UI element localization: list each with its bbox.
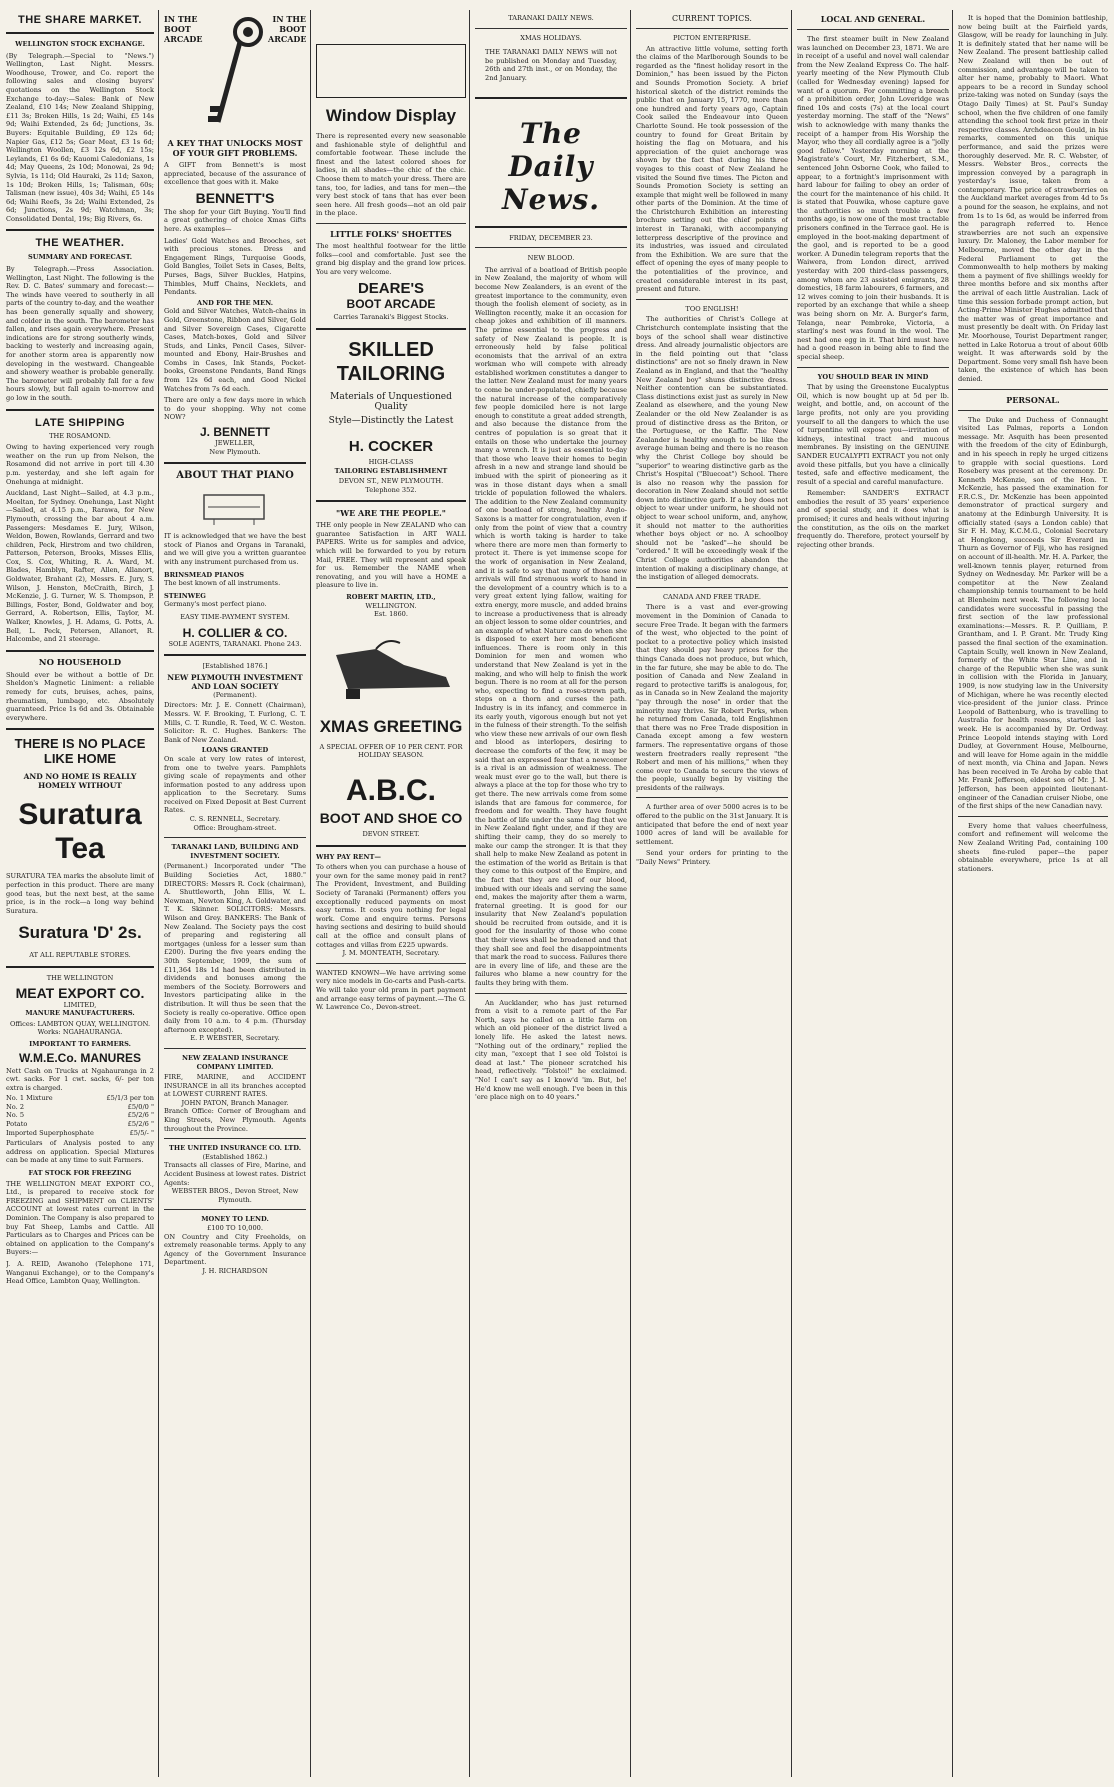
local-general-body: The first steamer built in New Zealand was launched on December 23, 1871. We are in receipt of a useful and novel wall calendar from the New Zealand Express Co. The half-yearly meeting of the New Plymouth Club (called for Wednesday evening) lapsed for want of a quorum. For committing a breach of a prohibition order, John Loveridge was fined 10s and costs (7s) at the local court yesterday morning. The staff of the "News" wish to acknowledge with many thanks the receipt of a hamper from His Worship the Mayor, who they all cordially agree is a "jolly good fellow." Yesterday morning at the Magistrate's Court, Mr. Fitzherbert, S.M., sentenced John Osborne Cook, who failed to appear, to a fortnight's imprisonment with hard labour for failing to obey an order of the court for the maintenance of his child. It is stated that Pouwika, whose capture gave the authorities so much trouble a few months ago, is now one of the most tractable prisoners confined in the Terrace gaol. He is employed in the boot-making department of the gaol, and is reported to be a good worker. A Dunedin telegram reports that the Waiwera, from London direct, arrived yesterday with 200 third-class passengers, among whom are 23 assisted emigrants, 28 domestics, 18 farm labourers, 6 farmers, and 12 wives coming to join their husbands. It is reported by an exchange that while a sheep was being shorn on Mr. A. Burger's farm, Telanga, near Pembroke, Victoria, a starling's nest was found in the wool. The nest had one egg in it. That bird must have had a good reason in being able to find the special sheep. (797, 35, 949, 361)
piano-illustration (164, 485, 306, 525)
holidays-heading: XMAS HOLIDAYS. (520, 33, 582, 42)
column-2 (164, 10, 306, 1777)
too-english-heading: TOO ENGLISH! (685, 304, 739, 313)
share-market-report: (By Telegraph.—Special to "News.") Wellington, Last Night. Messrs. Woodhouse, Trower, and Co. report the following sales and closing buyers' quotations on the Wellington Stock Exchange to-day:—Sales: Bank of New Zealand, £10 14s; New Zealand Shipping, £11 3s; Broken Hills, 1s 2d; Waihi, £5 14s 9d; Waihi Extended, 2s 6d; Junctions, 3s. Buyers: Equitable Building, £9 12s 6d; Napier Gas, £12 5s; Gear Meat, £3 1s 6d; Wellington Woollen, £3 12s 6d, £2 15s; Leylands, £1 6s 6d; Kauomi Caledonians, 1s 4d; May Queens, 2s 10d; Monowai, 2s 9d; Sylvia, 1s 11d; Old Hauraki, 2s 11d; Saxon, 1s 10d; Broken Hills, 1s; Talisman, 60s; Talisman (new issue), 40s 3d; Waihi, £5 14s 6d; Waihi Reefs, 3s 2d; Waihi Extended, 2s 6d; Junctions, 2s 9d; Watchman, 3s; Consolidated Dental, 19s; Big Rivers, 6s. (6, 51, 154, 223)
canada-heading: CANADA AND FREE TRADE. (663, 592, 761, 601)
manure-price-row (6, 1129, 154, 1138)
piano-ad-heading: ABOUT THAT PIANO (176, 470, 294, 482)
united-body: Transacts all classes of Fire, Marine, and Accident Business at lowest rates. District Agents: (164, 1161, 306, 1187)
people-heading: "WE ARE THE PEOPLE." (336, 508, 446, 519)
established-1876: [Established 1876.] (202, 662, 268, 671)
cocker-heading: H. COCKER (348, 437, 434, 455)
current-topics-heading: CURRENT TOPICS. (672, 14, 752, 23)
manure-price-row (6, 1111, 154, 1120)
shipping-passengers: Auckland, Last Night—Sailed, at 4.3 p.m., Moeltan, for Sydney. Onehunga, Last Night—Sailed, at 4.15 p.m., Rarawa, for New Plymouth, crossing the bar about 4 a.m. Passengers: Mesdames E. Jury, Wilson, Weldon, Bowen, Rowlands, Gerrard and two children, Peck, Hirstrom and two children, Patterson, Peterson, Brooks, Misses Ellis, Cox, S. Cox, Whiting, R. A. Ward, M. Blades, Hamblyn, Rafter, Allen, Allanort, Goldwater, Brahant (2), Messrs. E. Jury, S. Wilson, J. Henston, McCraith, Birch, J. McKenzie, J. G. Turner, W. S. Thompson, P. Billings, Foster, Bond, Goldwater and boy, Gerrard, A. Robertson, Ellis, Taylor, M. Walker, Knowles, J. H. Adams, G. Potts, A. Bell, L. Peck, Petersen, Allanort, R. Halcombe, and 21 steerage. (6, 489, 154, 644)
weather-heading: THE WEATHER. (35, 237, 125, 250)
column-rule (952, 10, 953, 1777)
manure-price-row (6, 1094, 154, 1103)
people-body: THE only people in New ZEALAND who can guarantee Satisfaction in ART WALL PAPERS. Write us for samples and advice, which will be forwarded to you by return Mail, FREE. They will represent and speak for us. Remember the NAME when renovating, and you will have a HOME a pleasure to live in. (316, 521, 466, 590)
column-rule (469, 10, 470, 1777)
editorial-body: The arrival of a boatload of British people in New Zealand, the majority of whom will become New Zealanders, is an event of the greatest importance to the community, even though the foolish element of society, as in Wellington recently, make it an occasion for cheap jokes and exhibition of ill manners. The prime essential to the progress and safety of New Zealand is people. It is erroneously held by false political economists that the arrival of an extra workman who will compete with already established workmen constitutes a danger to the latter. New Zealand must for many years to come be under-populated, chiefly because the natural increase of the comparatively few people domiciled here is not large enough to constitute a great added strength, and also because the distance from the centres of population is so great that it entails on those who undertake the journey many a wrench. It is just as essential to-day that those who leave their homes to begin afresh in a new and strange land should be imbued with the spirit of pioneering as it was in those distant days when a small trickle of population followed the whalers. The addition to the New Zealand community of one boatload of strong, healthy Anglo-Saxons is a matter for congratulation, even if only from the point of view that a country which is worth taking is harder to take where there are more men than formerly to protect it. There is yet immense scope for the work of organisation in New Zealand, and it is safe to say that many of those new arrivals will find strenuous work to hand in the development of a country which is to a very great extent lying fallow, waiting for extra energy, more muscle, and added brains to increase a productiveness that is already an object lesson to some older countries, and an example of what Nature can do when she is disposed to exert her most beneficent influences. There is room only in this Dominion for men and women who understand that New Zealand is yet in the making, and who will help to finish the work begun. There is no room at all for the person who, expecting to find a rose-strewn path, steps on a thorn and curses the path. Industry is in its infancy, and commerce in its early youth, vigorous enough but not yet in the fulness of their strength. To the selfish who view these new arrivals of our own flesh and blood as interlopers, desiring to decrease the comforts of the few, it may be said that an expressed fear that a newcomer is a rival is an admission of weakness. The weak must ever go to the wall, but there is always a place at the top for those who try to get there. The new arrivals come from some islands that are famous for commerce, for freedom and for wealth. They have fought the battle of life under the same flag that we in New Zealand fight under, and if they are shifting their camp, they do so merely to make our camp the stronger. It is that they shall help to make New Zealand as potent in the estimation of the world as Britain is that they come to this outpost of the Empire, and the fact that they are all of our blood, imbued with our ideals and serving the same end, makes the majority after them a warm, fraternal greeting. It is good for our insularity that New Zealand's population should be recruited from outside, and it is good for the insularity of those who come that their views shall be broadened and that they shall see and feel the disappointments that mark the road to success. Failures there are in every line of life, and these are the failures who blame a new country for the faults they bring with them. (475, 265, 627, 988)
personal-body: The Duke and Duchess of Connaught visited Las Palmas, reports a London message. Mr. Asquith has been presented with the freedom of the city of Edinburgh, and in his speech in reply he urged citizens to grapple with social questions. Lord Rosebery was present at the ceremony. Dr. Kenneth McKenzie, son of the Hon. T. McKenzie, has passed the examination for F.R.C.S., Dr. McKenzie has been appointed demonstrator of practical surgery and anatomy at the Edinburgh University. It is officially stated (says a London cable) that Sir F. H. May, K.C.M.G., Colonial Secretary at Hongkong, succeeds Sir Everard im Thurn as Governor of Fiji, who has resigned on account of ill-health. Mr. H. A. Parker, the well-known tennis player, returned from Sydney on Wednesday. Mr. Parker will be a competitor at the New Zealand championship tennis tournament to be held at Blenheim next week. The following local candidates were successful in passing the first section of the law professional examinations:—Messrs. R. P. Quilliam, P. Grantham, and I. P. Grant. Mr. Trudy King passed the final section of the examination. Captain Scully, well known in New Zealand, formerly of the White Star Line, and in charge of the Republic when she was sunk in collision with the Florida in January, 1909, is now studying law in the University of Michigan, where he was recently elected vice-president of the junior class. Prince Leopold of Battenburg, who is travelling to Australia for health reasons, started last week. He is accompanied by Dr. Ordway. Prince Leopold intends staying with Lord Dudley, at Government House, Melbourne, and will leave for Home again in the middle of next month, via China and Japan. News has been received in Te Aroha by cable that Mr. Frank Jefferson, eldest son of Mr. J. M. Jefferson, has been appointed lieutenant-engineer of the Canadian cruiser Niobe, one of the first ships of the new Canadian navy. (958, 415, 1108, 811)
local-general-heading: LOCAL AND GENERAL. (820, 14, 926, 24)
boot-arcade-box (316, 44, 466, 98)
money-body: ON Country and City Freeholds, on extremely reasonable terms. Apply to any Agency of the Government Insurance Department. (164, 1232, 306, 1267)
paton-office: Branch Office: Corner of Brougham and King Streets, New Plymouth. Agents throughout the Province. (164, 1107, 306, 1133)
bennetts-men: Gold and Silver Watches, Watch-chains in Gold, Greenstone, Ribbon and Silver, Gold and Silver Sovereign Cases, Cigarette Cases, Match-boxes, Gold and Silver Studs, and Links, Pencil Cases, Silver-mounted and Ebony, Hair-Brushes and Combs in Cases, Ink Stands, Pocket-books, Greenstone Pendants, Band Rings from 12s 6d each, and Good Nickel Watches from 7s 6d each. (164, 307, 306, 393)
boot-arcade-right: IN THE BOOT ARCADE (268, 14, 306, 44)
column-rule (630, 10, 631, 1777)
money-heading: MONEY TO LEND. (201, 1215, 269, 1224)
key-illustration (206, 14, 264, 134)
united-heading: THE UNITED INSURANCE CO. LTD. (168, 1144, 302, 1153)
meat-export-limited: LIMITED, (63, 1000, 97, 1009)
collier-body: SOLE AGENTS, TARANAKI. Phone 243. (168, 639, 302, 648)
npil-permanent: (Permanent). (213, 690, 257, 699)
bennetts-intro: The shop for your Gift Buying. You'll find a great gathering of choice Xmas Gifts here. As examples— (164, 207, 306, 233)
column-5 (636, 10, 788, 1777)
home-ad-subheading: AND NO HOME IS REALLY HOMELY WITHOUT (23, 772, 137, 791)
abc-boot-shoe: BOOT AND SHOE CO (319, 810, 463, 826)
boot-arcade-left: IN THE BOOT ARCADE (164, 14, 203, 44)
column-rule (158, 10, 159, 1777)
manure-product: No. 1 Mixture (6, 1094, 53, 1103)
xmas-greeting-offer: A SPECIAL OFFER OF 10 PER CENT. FOR HOLIDAY SEASON. (319, 742, 463, 760)
cocker-address: DEVON ST., NEW PLYMOUTH. (338, 477, 444, 486)
share-market-heading: THE SHARE MARKET. (17, 14, 142, 26)
masthead: The Daily News. (501, 116, 601, 216)
abc-address: DEVON STREET. (362, 830, 420, 838)
paton-signature: JOHN PATON, Branch Manager. (181, 1098, 289, 1107)
column-4 (475, 10, 627, 1777)
richardson-signature: J. H. RICHARDSON (202, 1266, 268, 1275)
collier-heading: H. COLLIER & CO. (182, 625, 288, 640)
window-display-body: There is represented every new seasonable and fashionable style of delightful and comfortable footwear. These include the finest and the latest colored shoes for ladies, in all shades—the chic of the chic. Choose them to match your dress. There are tans, too, for ladies, and tans for men—the very best stock of tans that has ever been seen here. All fresh goods—not an old pair in the place. (316, 132, 466, 218)
picton-body: An attractive little volume, setting forth the claims of the Marlborough Sounds to be regarded as the "finest holiday resort in the Dominion," has been issued by the Picton and Sounds Promotion Society. A brief historical sketch of the district reminds the public that on January 15, 1770, more than one hundred and forty years ago, Captain Cook sailed the Endeavour into Queen Charlotte Sound. He took possession of the country to found for Great Britain by hoisting the flag on Motuara, and his appreciation of the quiet anchorage was shown by the fact that during his three voyages to this coast of New Zealand he visited the Sound five times. The Picton and Sounds Promotion Society is setting an example that might well be followed in many other parts of the Dominion. At the time of the Christchurch Exhibition an interesting brochure setting out the chief points of interest in Taranaki, with accompanying letterpress descriptive of the province and its industries, was issued and circulated from the Exhibition. We are sure that the effect of opening the eyes of many people to the potentialities of the province, and created considerable interest in its past, present and future. (636, 44, 788, 294)
steinweg-heading: STEINWEG (164, 591, 206, 600)
weather-subheading: SUMMARY AND FORECAST. (27, 253, 133, 262)
picton-heading: PICTON ENTERPRISE. (673, 34, 751, 42)
jbennett-town: New Plymouth. (209, 447, 261, 456)
nzi-body: FIRE, MARINE, and ACCIDENT INSURANCE in all its branches accepted at LOWEST CURRENT RATES. (164, 1073, 306, 1099)
shipping-subheading: THE ROSAMOND. (49, 431, 111, 440)
manure-price-row (6, 1103, 154, 1112)
monteath-signature: J. M. MONTEATH, Secretary. (342, 949, 440, 958)
brinsmead-body: The best known of all instruments. (164, 579, 281, 588)
manure-product: No. 2 (6, 1102, 25, 1111)
eucalyptus-ad-body: That by using the Greenstone Eucalyptus Oil, which is now bought up at 5d per lb. weight, and bottle, and, on account of the large profits, not only are you providing yourself to all the dangers to which the use of turpentine will expose you—irritation of kidneys, intestinal tract and mucous membranes. By insisting on the GENUINE SANDER EUCALYPTI EXTRACT you not only avoid these pitfalls, but you have a clinically tested, safe and effective medicament, the result of a special and careful manufacture. (797, 383, 949, 486)
rent-heading: WHY PAY RENT— (316, 852, 381, 861)
brinsmead-heading: BRINSMEAD PIANOS (164, 570, 245, 579)
money-amount: £100 TO 10,000. (207, 1224, 263, 1232)
tldi-body: (Permanent.) Incorporated under "The Building Societies Act, 1880." DIRECTORS: Messrs R. Cock (chairman), A. Shuttleworth, John Ellis, W. L. Newman, Newton King, A. Goldwater, and T. K. Skinner. SOLICITORS: Messrs. Wilson and Grey. BANKERS: The Bank of New Zealand. The Society pays the cost of preparing and registering all mortgages (unless for a lesser sum than £200). During the five years ending the 30th September, 1909, the sum of £11,364 18s 1d had been distributed in dividends and bonuses among the members of the Society. Borrowers and Investors participating alike in the distribution. It will thus be seen that the Society is really co-operative. Office open daily from 10 a.m. to 4 p.m. (Thursday afternoon excepted). (164, 862, 306, 1034)
cocker-establishment: TAILORING ESTABLISHMENT (334, 466, 448, 475)
martin-town: WELLINGTON. (365, 601, 417, 610)
news-paragraphs: It is hoped that the Dominion battleship, now being built at the Fairfield yards, Glasgow, will be ready for launching in July. It is definitely stated that her name will be New Zealand. The present battleship called New Zealand will then be out of commission, and advantage will be taken to alter her name, probably to Maori. What appears to be a record in Sunday school prize-taking was noted on Sunday (says the Otago Daily Times) at St. Paul's Sunday school, when the five children of one family attending the school took first prize in their respective classes. Archdeacon Gould, in his remarks, commented on this unique performance, and said the prizes were thoroughly deserved. Mr. R. C. Webster, of Messrs. Webster Bros., corrects the impression conveyed by a paragraph in yesterday's issue, taken from a contemporary. The price of strawberries on the Auckland market averages from 4d to 5s a pound for the season, he explains, and not from 1s to 1s 6d, as would be inferred from the paragraph referred to. Hence strawberries are not such an expensive luxury. Dr. Maloney, the Labor member for Melbourne, moved the other day in the Federal Parliament to get the Commonwealth to help mothers by making them a payment of five shillings weekly for three months before and six months after the arrival of each little Australian. Lack of time this session forbade prompt action, but Acting-Prime Minister Hughes admitted that the matter was of great importance and must presently be dealt with. On Friday last Mr. Moorhouse, Tourist Department ranger, netted in Lake Rotorua a trout of about 60lb weight. It was afterwards sold by the Department. Some very small fish have been taken, the existence of which has been denied. (958, 14, 1108, 383)
aucklander-anecdote: An Aucklander, who has just returned from a visit to a remote part of the Far North, says he called on a little farm on which an old pioneer of the district lived a lonely life. He asked the latest news. "Nothing out of the ordinary," replied the city man, "except that I see old Tolstoi is dead at last." The pioneer scratched his head, reflectively. "Tolstoi!" he exclaimed. "No! I can't say as I know'd 'im. But, be! He'd know me well enough. I've been in this 'ere place nigh on to 40 years." (475, 998, 627, 1102)
household-ad-body: Should ever be without a bottle of Dr. Sheldon's Magnetic Liniment: a reliable remedy for cuts, bruises, aches, pains, rheumatism, lumbago, etc. Absolutely guaranteed. Price 1s 6d and 3s. Obtainable everywhere. (6, 670, 154, 722)
stock-exchange-subheading: WELLINGTON STOCK EXCHANGE. (15, 40, 145, 48)
rennell-signature: C. S. RENNELL, Secretary. (189, 815, 281, 824)
fat-stock-heading: FAT STOCK FOR FREEZING (28, 1169, 132, 1178)
easy-payment: EASY TIME-PAYMENT SYSTEM. (180, 612, 290, 621)
rent-body: To others when you can purchase a house of your own for the same money paid in rent? The Provident, Investment, and Building Society of Taranaki (Permanent) offers you exceptionally reduced payments on most easy terms. It costs you nothing for legal work. Come and enquire terms. Persons having sections and desiring to build should call at the office and consult plans of cottages and villas from £225 upwards. (316, 863, 466, 949)
shipping-heading: LATE SHIPPING (34, 416, 126, 429)
manure-price: £5/5/- " (129, 1128, 154, 1137)
meat-export-heading: MEAT EXPORT CO. (15, 984, 145, 1001)
tldi-heading: TARANAKI LAND, BUILDING AND INVESTMENT SOCIETY. (171, 843, 299, 860)
column-6 (797, 10, 949, 1777)
sanders-extract-ad: Remember: SANDER'S EXTRACT embodies the result of 35 years' experience and of special study, and it does what is promised; it cures and heals without injuring the constitution, as the oils on the market frequently do. Therefore, protect yourself by rejecting other brands. (797, 489, 949, 549)
too-english-body: The authorities of Christ's College at Christchurch contemplate insisting that the boys of the school shall wear distinctive dress. And already journalistic objectors are in the field pointing out that "class distinctions" are not so finely drawn in New Zealand as in England, and that the "healthy New Zealand boy" shuns distinctive dress. Neither contention can be substantiated. Class distinctions exist just as surely in New Zealand as elsewhere, and the young New Zealander or the old New Zealander is as proud of distinctive dress as the Briton, or the Portuguese, or the Kaffir. The New Zealander is healthy enough to be like the average human being and there is no reason why the Christ College boy should be "superior" to wearing distinctive garb as the Christ's Hospital ("Bluecoat") School. There is also no reason why the passion for decoration in New Zealand should not settle down into distinctive garb. If a boy does not object to wear under uniform, he should not object to wear school uniform, and, anyhow, it should not matter to the authorities whether boys object or no. A schoolboy should not be "asked"—he should be "ordered." It will be exceedingly weak if the Christ College authorities abandon the intention of making a disciplinary change, at the instigation of alleged democrats. (636, 315, 788, 582)
personal-heading: PERSONAL. (1006, 394, 1060, 405)
nzi-heading: NEW ZEALAND INSURANCE COMPANY LIMITED. (181, 1053, 289, 1071)
wmeco-body: Nett Cash on Trucks at Ngahauranga in 2 cwt. sacks. For 1 cwt. sacks, 6/- per ton extra is charged. (6, 1066, 154, 1092)
skilled-style: Style—Distinctly the Latest (328, 415, 454, 426)
little-folks-body: The most healthful footwear for the little folks—cool and comfortable. Just see the grand big display and the grand low prices. You are very welcome. (316, 241, 466, 276)
deares-boot-arcade: BOOT ARCADE (346, 297, 436, 312)
editorial-heading: NEW BLOOD. (527, 254, 575, 263)
land-offering-notice: A further area of over 5000 acres is to be offered to the public on the 31st January. It is anticipated that before the end of next year 1000 acres of land will be available for settlement. (636, 803, 788, 846)
suratura-brand: Suratura (18, 798, 142, 832)
cocker-class: HIGH-CLASS (368, 457, 414, 466)
abc-heading: A.B.C. (346, 774, 436, 807)
fat-stock-body: THE WELLINGTON MEAT EXPORT CO., Ltd., is prepared to receive stock for FREEZING and SHIPMENT on CLIENTS' ACCOUNT at lowest rates current in the Dominion. The Company is also prepared to buy Fat Sheep, Lambs and Cattle. All Particulars as to Charges and Prices can be obtained on application to the Company's Buyers:— (6, 1179, 154, 1257)
column-rule (791, 10, 792, 1777)
manure-price: £5/2/6 " (127, 1120, 154, 1129)
deares-tagline: Carries Taranaki's Biggest Stocks. (333, 313, 449, 322)
manure-price: £5/1/3 per ton (106, 1094, 154, 1103)
jbennett-trade: JEWELLER, (215, 439, 255, 448)
column-1 (6, 10, 154, 1777)
daily-news-running-head: TARANAKI DAILY NEWS. (508, 14, 594, 22)
wmeco-heading: W.M.E.Co. MANURES (19, 1050, 141, 1065)
united-established: (Established 1862.) (202, 1152, 268, 1161)
npil-body: Directors: Mr. J. E. Connett (Chairman), Messrs. W. F. Brooking, T. Furlong, C. T. Mills, C. T. Rundle, R. Teed, W. C. Weston. Solicitor: R. C. Hughes. Bankers: The Bank of New Zealand. (164, 701, 306, 744)
manure-price-list (6, 1094, 154, 1137)
manure-subheading: MANURE MANUFACTURERS. (25, 1009, 135, 1018)
rennell-office: Office: Brougham-street. (193, 823, 277, 832)
manure-product: No. 5 (6, 1111, 25, 1120)
column-rule (310, 10, 311, 1777)
farmers-notice: IMPORTANT TO FARMERS. (29, 1039, 131, 1048)
meat-export-offices: Offices: LAMBTON QUAY, WELLINGTON. Works: NGAHAURANGA. (9, 1019, 151, 1037)
manure-note: Particulars of Analysis posted to any address on application. Special Mixtures can be made at any time to suit Farmers. (6, 1139, 154, 1165)
little-folks-heading: LITTLE FOLKS' SHOETTES (330, 228, 452, 239)
manure-product: Imported Superphosphate (6, 1128, 94, 1137)
cocker-telephone: Telephone 352. (365, 485, 417, 494)
skilled-tailoring-heading: SKILLED TAILORING (336, 338, 446, 385)
tea-brand: Tea (55, 832, 105, 866)
loans-heading: LOANS GRANTED (201, 746, 269, 755)
weather-report: By Telegraph.—Press Association. Wellington, Last Night. The following is the Rev. D. C. Bates' summary and forecast:—The winds have veered to southerly in all parts of the country to-day, and the weather has been generally squally and showery, and colder in the south. The barometer has fallen, and rises again everywhere. Present indications are for strong southerly winds, backing to westerly and increasing again, for another storm area is apparently now developing in the westward. Changeable and showery weather is probable generally. The barometer will probably fall for a few hours slowly, but fall again to-morrow and go low in the south. (6, 265, 154, 402)
suratura-d-brand: Suratura 'D' 2s. (18, 923, 142, 943)
meat-export-prelude: THE WELLINGTON (46, 973, 114, 982)
martin-name: ROBERT MARTIN, LTD., (346, 593, 436, 602)
skilled-materials: Materials of Unquestioned Quality (330, 391, 452, 412)
manure-price: £5/2/6 " (127, 1111, 154, 1120)
window-display-heading: Window Display (325, 106, 457, 125)
shipping-report: Owing to having experienced very rough weather on the run up from Nelson, the Rosamond did not arrive in port till 4.30 p.m. yesterday, and she left again for Onehunga at midnight. (6, 443, 154, 486)
home-ad-heading: THERE IS NO PLACE LIKE HOME (14, 736, 146, 767)
jbennett-name: J. BENNETT (199, 425, 270, 440)
key-ad-heading: A KEY THAT UNLOCKS MOST OF YOUR GIFT PROBLEMS. (167, 138, 303, 158)
bear-in-mind-heading: YOU SHOULD BEAR IN MIND (817, 372, 929, 381)
deares-heading: DEARE'S (357, 280, 425, 298)
npil-heading: NEW PLYMOUTH INVESTMENT AND LOAN SOCIETY (167, 672, 303, 691)
xmas-greeting-heading: XMAS GREETING (319, 716, 463, 736)
wanted-notice: WANTED KNOWN—We have arriving some very nice models in Go-carts and Push-carts. We will take your old pram in part payment and arrange easy terms of payment.—The G. W. Lawrence Co., Devon-street. (316, 968, 466, 1012)
printery-notice: Send your orders for printing to the "Daily News" Printery. (636, 849, 788, 867)
piano-ad-body: IT is acknowledged that we have the best stock of Pianos and Organs in Taranaki, and we will give you a written guarantee with any instrument purchased from us. (164, 532, 306, 566)
column-3 (316, 10, 466, 1777)
issue-date: FRIDAY, DECEMBER 23. (509, 233, 593, 242)
column-7 (958, 10, 1108, 1777)
steinweg-body: Germany's most perfect piano. (164, 600, 267, 609)
stores-line: AT ALL REPUTABLE STORES. (29, 951, 131, 960)
key-ad-body: A GIFT from Bennett's is most appreciated, because of the assurance of excellence that goes with it. Make (164, 161, 306, 187)
martin-established: Est. 1860. (374, 610, 408, 619)
manure-price-row (6, 1120, 154, 1129)
webster-signature: E. P. WEBSTER, Secretary. (190, 1034, 280, 1043)
bennetts-ladies: Ladies' Gold Watches and Brooches, set with precious stones. Dress and Engagement Rings, Turquoise Goods, Gold Bangles, Toilet Sets in Cases, Belts, Purses, Bags, Silver Buckles, Hatpins, Thimbles, Muff Chains, Necklets, and Pendants. (164, 236, 306, 297)
bennetts-heading: BENNETT'S (195, 189, 275, 206)
manure-price: £5/0/0 " (127, 1102, 154, 1111)
writing-pad-ad: Every home that values cheerfulness, comfort and refinement will welcome the New Zealand Writing Pad, containing 100 sheets fine-ruled paper—the paper obtainable everywhere, price 1s at all stationers. (958, 821, 1108, 873)
fat-stock-buyer: J. A. REID, Awanoho (Telephone 171, Wanganui Exchange), or to the Company's Head Office, Lambton Quay, Wellington. (6, 1259, 154, 1286)
suratura-ad-body: SURATURA TEA marks the absolute limit of perfection in this product. There are many good teas, but the next best, at the same price, is in the rock—a long way behind Suratura. (6, 872, 154, 915)
webster-bros: WEBSTER BROS., Devon Street, New Plymouth. (171, 1187, 299, 1204)
loans-body: On scale at very low rates of interest, from one to twelve years. Pamphlets giving scale of repayments and other information posted to any address upon application to the Secretary. Sums received on Fixed Deposit at Best Current Rates. (164, 754, 306, 815)
manure-product: Potato (6, 1120, 28, 1129)
boot-illustration (316, 625, 466, 705)
canada-body: There is a vast and ever-growing movement in the Dominion of Canada to secure Free Trade. It began with the farmers of the west, who objected to the point of pocket to a protective policy which insisted that they should pay heavy prices for the things Canada does not produce, but which, in the far future, she may be able to do. The position of Canada and New Zealand in regard to protective tariffs is analogous, for, as in Canada so in New Zealand the majority "pay through the nose" in order that the minority may thrive. Sir Robert Perks, when he returned from Canada, told Englishmen that there was no Free Trade disposition in Canada except among a few western farmers. The representative organs of those western freetraders really represent "the Robert and men of his millions," when they come over to Canada to secure the views of the people, usually begin by visiting the presidents of the railways. (636, 603, 788, 792)
bennetts-close: There are only a few days more in which to do your shopping. Why not come NOW? (164, 396, 306, 422)
bennetts-men-heading: AND FOR THE MEN. (196, 298, 274, 307)
household-ad-heading: NO HOUSEHOLD (38, 657, 122, 668)
holidays-notice: THE TARANAKI DAILY NEWS will not be published on Monday and Tuesday, 26th and 27th inst., or on Monday, the 2nd January. (485, 48, 617, 82)
